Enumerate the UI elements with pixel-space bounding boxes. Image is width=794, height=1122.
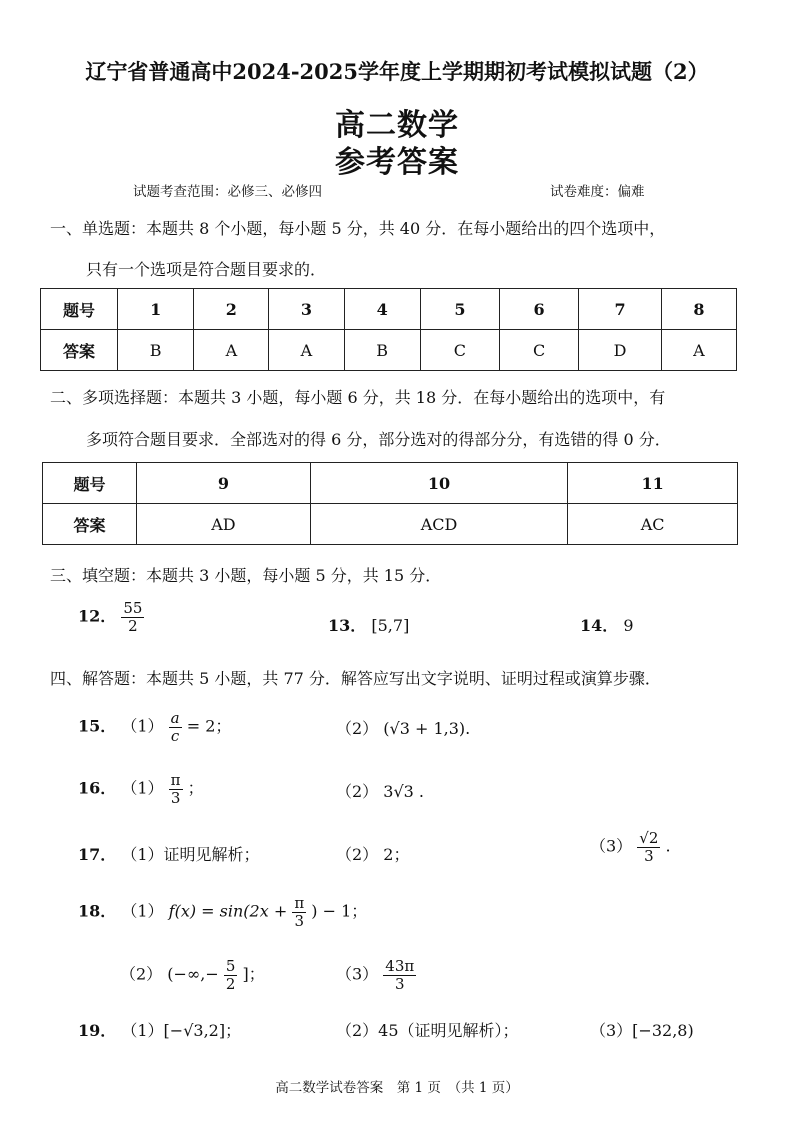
answer-q18-part1 [78, 895, 367, 929]
answer-expression: f(x) = sin(2x + [168, 901, 288, 921]
answer-value: 9 [623, 616, 634, 635]
table-row [43, 463, 738, 504]
answer-q17-part2 [336, 842, 409, 865]
answer-rest: ]； [242, 964, 265, 984]
question-number: 18． [78, 901, 117, 921]
answer-q15-part2 [336, 716, 470, 739]
exam-difficulty: 试卷难度：偏难 [550, 184, 645, 200]
question-number: 15． [78, 716, 117, 736]
answer-value: （3）[−32,8) [590, 1021, 694, 1040]
fraction [383, 958, 416, 992]
fraction-denominator: 3 [394, 974, 405, 993]
fraction-numerator: π [170, 771, 181, 789]
answer-cell: A [194, 330, 269, 371]
answer-q18-part2 [120, 958, 265, 992]
question-number-cell: 10 [310, 463, 568, 504]
answer-q16-part1 [78, 772, 204, 806]
fraction-numerator: π [294, 894, 305, 912]
answer-cell: B [344, 330, 420, 371]
part-label: （2） [336, 719, 379, 738]
part-label: （1） [121, 716, 164, 736]
answer-q19-part2 [336, 1018, 519, 1041]
answer-q17-part3 [590, 830, 671, 864]
answer-q19-part3 [590, 1018, 694, 1041]
document-type-title: 参考答案 [335, 145, 459, 180]
answer-rest: . [665, 836, 671, 856]
answer-value: （2） 2； [336, 845, 410, 864]
answer-q14 [580, 613, 634, 636]
answer-value: （1）证明见解析； [121, 845, 260, 864]
table-row [43, 504, 738, 545]
exam-title: 辽宁省普通高中2024-2025学年度上学期期初考试模拟试题（2） [85, 59, 709, 84]
multi-choice-answer-table [42, 462, 738, 545]
answer-q15-part1 [78, 710, 231, 744]
answer-value: 3√3 . [383, 782, 425, 801]
part-label: （2） [336, 782, 379, 801]
answer-cell: B [118, 330, 194, 371]
table-row [41, 330, 737, 371]
section4-heading: 四、解答题：本题共 5 小题，共 77 分．解答应写出文字说明、证明过程或演算步骤． [50, 669, 661, 688]
table-row-label: 题号 [43, 463, 137, 504]
question-number-cell: 11 [568, 463, 738, 504]
fraction-denominator: 3 [294, 911, 305, 930]
answer-q13 [328, 613, 409, 636]
answer-q12 [78, 600, 144, 634]
question-number-cell: 5 [420, 289, 499, 330]
answer-cell: A [661, 330, 736, 371]
subject-title: 高二数学 [335, 108, 459, 143]
answer-cell: D [579, 330, 662, 371]
answer-rest: = 2； [186, 716, 232, 736]
answer-value: （1）[−√3,2]； [121, 1021, 242, 1040]
fraction [169, 772, 183, 806]
fraction-numerator: a [170, 709, 180, 727]
answer-value: (√3 + 1,3). [383, 719, 471, 738]
table-row-label: 题号 [41, 289, 118, 330]
fraction-numerator: 55 [123, 599, 143, 617]
fraction-numerator: 5 [225, 957, 236, 975]
question-number: 19． [78, 1021, 117, 1040]
answer-value: [5,7] [371, 616, 410, 635]
table-row-label: 答案 [41, 330, 118, 371]
answer-rest: ； [187, 778, 204, 798]
answer-q18-part3 [336, 958, 416, 992]
fraction-denominator: 2 [128, 616, 138, 635]
question-number: 13． [328, 616, 367, 635]
question-number-cell: 3 [269, 289, 344, 330]
fraction [121, 600, 144, 634]
question-number-cell: 8 [661, 289, 736, 330]
answer-expression: (−∞,− [167, 964, 219, 984]
section1-subheading: 只有一个选项是符合题目要求的． [86, 260, 327, 279]
fraction-denominator: 2 [225, 974, 236, 993]
table-row [41, 289, 737, 330]
fraction-denominator: 3 [170, 788, 181, 807]
question-number-cell: 7 [579, 289, 662, 330]
question-number-cell: 1 [118, 289, 194, 330]
fraction-denominator: c [170, 726, 180, 745]
answer-cell: C [500, 330, 579, 371]
section3-heading: 三、填空题：本题共 3 小题，每小题 5 分，共 15 分． [50, 566, 442, 585]
answer-q17-part1 [78, 842, 260, 865]
part-label: （1） [121, 778, 164, 798]
section1-heading: 一、单选题：本题共 8 个小题，每小题 5 分，共 40 分．在每小题给出的四个选项中， [50, 219, 666, 238]
answer-cell: AC [568, 504, 738, 545]
answer-value: （2）45（证明见解析）； [336, 1021, 519, 1040]
part-label: （3） [590, 836, 633, 856]
fraction-denominator: 3 [644, 846, 654, 865]
answer-cell: ACD [310, 504, 568, 545]
page-footer: 高二数学试卷答案 第 1 页 （共 1 页） [275, 1080, 519, 1096]
table-row-label: 答案 [43, 504, 137, 545]
fraction-numerator: √2 [639, 829, 659, 847]
answer-q16-part2 [336, 779, 424, 802]
fraction [292, 895, 306, 929]
answer-cell: AD [137, 504, 311, 545]
question-number-cell: 4 [344, 289, 420, 330]
question-number-cell: 6 [500, 289, 579, 330]
question-number: 14． [580, 616, 619, 635]
question-number-cell: 9 [137, 463, 311, 504]
question-number: 12． [78, 606, 117, 626]
section2-subheading: 多项符合题目要求．全部选对的得 6 分，部分选对的得部分分，有选错的得 0 分． [86, 430, 671, 449]
answer-cell: C [420, 330, 499, 371]
part-label: （2） [120, 964, 163, 984]
answer-rest: ) − 1； [311, 901, 368, 921]
fraction-numerator: 43π [385, 957, 415, 975]
answer-cell: A [269, 330, 344, 371]
section2-heading: 二、多项选择题：本题共 3 小题，每小题 6 分，共 18 分．在每小题给出的选项中，有 [50, 388, 666, 407]
question-number-cell: 2 [194, 289, 269, 330]
fraction [224, 958, 238, 992]
question-number: 17． [78, 845, 117, 864]
part-label: （3） [336, 964, 379, 984]
single-choice-answer-table [40, 288, 737, 371]
exam-scope: 试题考查范围：必修三、必修四 [133, 184, 322, 200]
part-label: （1） [121, 901, 164, 921]
fraction [637, 830, 660, 864]
question-number: 16． [78, 778, 117, 798]
fraction [169, 710, 182, 744]
answer-q19-part1 [78, 1018, 241, 1041]
